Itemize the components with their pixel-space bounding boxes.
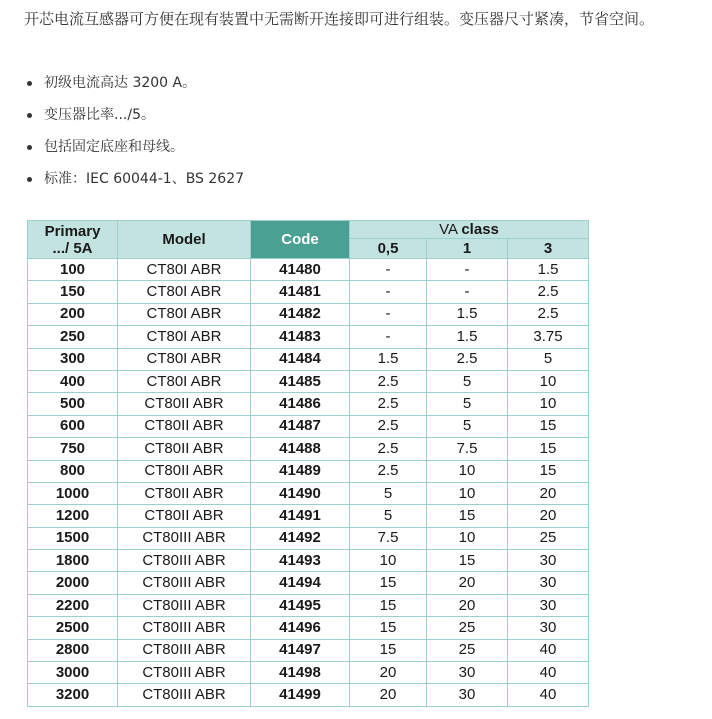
cell-primary: 1800 [28, 550, 118, 572]
cell-code: 41484 [251, 348, 350, 370]
header-class-3: 3 [508, 239, 589, 259]
cell-code: 41497 [251, 639, 350, 661]
cell-va-1: 7.5 [427, 438, 508, 460]
table-row [28, 684, 589, 706]
cell-va-3: 30 [508, 617, 589, 639]
cell-model: CT80III ABR [118, 662, 251, 684]
cell-code: 41480 [251, 259, 350, 281]
cell-model: CT80III ABR [118, 550, 251, 572]
cell-va-05: 15 [350, 639, 427, 661]
header-class-05: 0,5 [350, 239, 427, 259]
cell-va-3: 2.5 [508, 303, 589, 325]
table-row [28, 594, 589, 616]
table-row [28, 415, 589, 437]
header-va-class [350, 221, 589, 239]
cell-va-05: 2.5 [350, 438, 427, 460]
table-row [28, 617, 589, 639]
cell-code: 41494 [251, 572, 350, 594]
cell-model: CT80I ABR [118, 370, 251, 392]
cell-code: 41493 [251, 550, 350, 572]
cell-va-05: - [350, 326, 427, 348]
list-item [24, 136, 244, 168]
cell-primary: 300 [28, 348, 118, 370]
cell-va-1: 20 [427, 594, 508, 616]
cell-va-05: 2.5 [350, 460, 427, 482]
cell-va-05: 2.5 [350, 393, 427, 415]
cell-va-05: 5 [350, 505, 427, 527]
cell-model: CT80III ABR [118, 617, 251, 639]
intro-text: 开芯电流互感器可方便在现有装置中无需断开连接即可进行组装。变压器尺寸紧凑，节省空间。 [24, 10, 655, 28]
cell-primary: 2200 [28, 594, 118, 616]
cell-primary: 2800 [28, 639, 118, 661]
cell-model: CT80II ABR [118, 393, 251, 415]
cell-code: 41488 [251, 438, 350, 460]
cell-va-3: 10 [508, 393, 589, 415]
table-row [28, 326, 589, 348]
cell-va-1: 10 [427, 460, 508, 482]
list-item [24, 72, 244, 104]
cell-model: CT80III ABR [118, 572, 251, 594]
cell-primary: 100 [28, 259, 118, 281]
cell-code: 41490 [251, 482, 350, 504]
table-row [28, 460, 589, 482]
cell-model: CT80III ABR [118, 639, 251, 661]
cell-va-3: 30 [508, 550, 589, 572]
cell-va-1: 30 [427, 684, 508, 706]
table-row [28, 527, 589, 549]
cell-va-05: 15 [350, 617, 427, 639]
cell-va-05: 15 [350, 594, 427, 616]
header-primary-line2: .../ 5A [52, 239, 93, 257]
cell-model: CT80III ABR [118, 594, 251, 616]
cell-primary: 400 [28, 370, 118, 392]
table-row [28, 662, 589, 684]
cell-va-3: 15 [508, 438, 589, 460]
cell-va-1: 1.5 [427, 326, 508, 348]
cell-va-3: 30 [508, 572, 589, 594]
bullet-icon [27, 81, 32, 86]
header-class-1: 1 [427, 239, 508, 259]
cell-va-1: 1.5 [427, 303, 508, 325]
cell-va-1: 5 [427, 415, 508, 437]
cell-va-3: 1.5 [508, 259, 589, 281]
cell-va-1: 5 [427, 370, 508, 392]
cell-model: CT80II ABR [118, 415, 251, 437]
cell-model: CT80I ABR [118, 303, 251, 325]
cell-va-3: 40 [508, 662, 589, 684]
list-item-text: 初级电流高达 3200 A。 [44, 75, 197, 91]
cell-va-3: 3.75 [508, 326, 589, 348]
cell-va-05: - [350, 303, 427, 325]
cell-primary: 2000 [28, 572, 118, 594]
cell-model: CT80II ABR [118, 505, 251, 527]
table-row [28, 393, 589, 415]
list-item-text: 包括固定底座和母线。 [44, 139, 184, 155]
cell-va-1: 25 [427, 617, 508, 639]
cell-va-1: 10 [427, 482, 508, 504]
table-row [28, 482, 589, 504]
cell-primary: 150 [28, 281, 118, 303]
table-row [28, 348, 589, 370]
cell-va-05: 10 [350, 550, 427, 572]
cell-va-3: 5 [508, 348, 589, 370]
cell-primary: 1000 [28, 482, 118, 504]
cell-model: CT80II ABR [118, 460, 251, 482]
bullet-icon [27, 145, 32, 150]
list-item-text: 变压器比率.../5。 [44, 107, 155, 123]
table-row [28, 370, 589, 392]
cell-primary: 3200 [28, 684, 118, 706]
cell-primary: 1200 [28, 505, 118, 527]
bullet-icon [27, 113, 32, 118]
header-va-bold: class [461, 220, 499, 238]
cell-code: 41499 [251, 684, 350, 706]
header-primary [28, 221, 118, 259]
cell-code: 41486 [251, 393, 350, 415]
cell-code: 41496 [251, 617, 350, 639]
list-item-text: 标准：IEC 60044-1、BS 2627 [44, 171, 245, 187]
cell-code: 41489 [251, 460, 350, 482]
cell-va-05: 5 [350, 482, 427, 504]
header-model: Model [118, 221, 251, 259]
cell-primary: 3000 [28, 662, 118, 684]
cell-primary: 800 [28, 460, 118, 482]
table-row [28, 572, 589, 594]
cell-va-3: 40 [508, 684, 589, 706]
table-row [28, 281, 589, 303]
cell-va-3: 20 [508, 482, 589, 504]
cell-code: 41483 [251, 326, 350, 348]
cell-model: CT80I ABR [118, 326, 251, 348]
bullet-icon [27, 177, 32, 182]
cell-va-1: - [427, 281, 508, 303]
cell-code: 41491 [251, 505, 350, 527]
cell-va-3: 40 [508, 639, 589, 661]
list-item [24, 168, 244, 200]
cell-model: CT80III ABR [118, 684, 251, 706]
table-row [28, 438, 589, 460]
cell-va-3: 2.5 [508, 281, 589, 303]
cell-code: 41485 [251, 370, 350, 392]
cell-va-1: 5 [427, 393, 508, 415]
cell-primary: 2500 [28, 617, 118, 639]
cell-model: CT80II ABR [118, 482, 251, 504]
cell-va-05: 7.5 [350, 527, 427, 549]
cell-model: CT80I ABR [118, 281, 251, 303]
header-primary-line1: Primary [44, 222, 101, 240]
header-code: Code [251, 221, 350, 259]
table-row [28, 303, 589, 325]
cell-code: 41498 [251, 662, 350, 684]
cell-va-1: 15 [427, 505, 508, 527]
feature-list [24, 72, 244, 200]
cell-va-05: 1.5 [350, 348, 427, 370]
cell-model: CT80III ABR [118, 527, 251, 549]
cell-code: 41481 [251, 281, 350, 303]
cell-primary: 500 [28, 393, 118, 415]
cell-primary: 250 [28, 326, 118, 348]
table-row [28, 639, 589, 661]
cell-va-1: - [427, 259, 508, 281]
cell-model: CT80I ABR [118, 348, 251, 370]
cell-va-05: 2.5 [350, 415, 427, 437]
cell-va-3: 30 [508, 594, 589, 616]
cell-va-3: 15 [508, 460, 589, 482]
spec-table [27, 220, 589, 707]
cell-va-1: 2.5 [427, 348, 508, 370]
cell-primary: 600 [28, 415, 118, 437]
list-item [24, 104, 244, 136]
cell-primary: 750 [28, 438, 118, 460]
header-va-prefix: VA [439, 220, 458, 238]
cell-code: 41482 [251, 303, 350, 325]
cell-va-1: 10 [427, 527, 508, 549]
cell-va-1: 30 [427, 662, 508, 684]
cell-va-05: - [350, 281, 427, 303]
cell-model: CT80I ABR [118, 259, 251, 281]
cell-va-1: 15 [427, 550, 508, 572]
cell-primary: 200 [28, 303, 118, 325]
table-row [28, 259, 589, 281]
cell-va-3: 15 [508, 415, 589, 437]
cell-model: CT80II ABR [118, 438, 251, 460]
table-row [28, 550, 589, 572]
cell-va-1: 25 [427, 639, 508, 661]
cell-code: 41495 [251, 594, 350, 616]
cell-va-05: 20 [350, 684, 427, 706]
cell-code: 41492 [251, 527, 350, 549]
cell-primary: 1500 [28, 527, 118, 549]
cell-va-1: 20 [427, 572, 508, 594]
cell-va-3: 20 [508, 505, 589, 527]
cell-va-3: 10 [508, 370, 589, 392]
cell-va-05: 20 [350, 662, 427, 684]
table-row [28, 505, 589, 527]
cell-va-05: 15 [350, 572, 427, 594]
cell-va-05: 2.5 [350, 370, 427, 392]
cell-code: 41487 [251, 415, 350, 437]
cell-va-3: 25 [508, 527, 589, 549]
cell-va-05: - [350, 259, 427, 281]
